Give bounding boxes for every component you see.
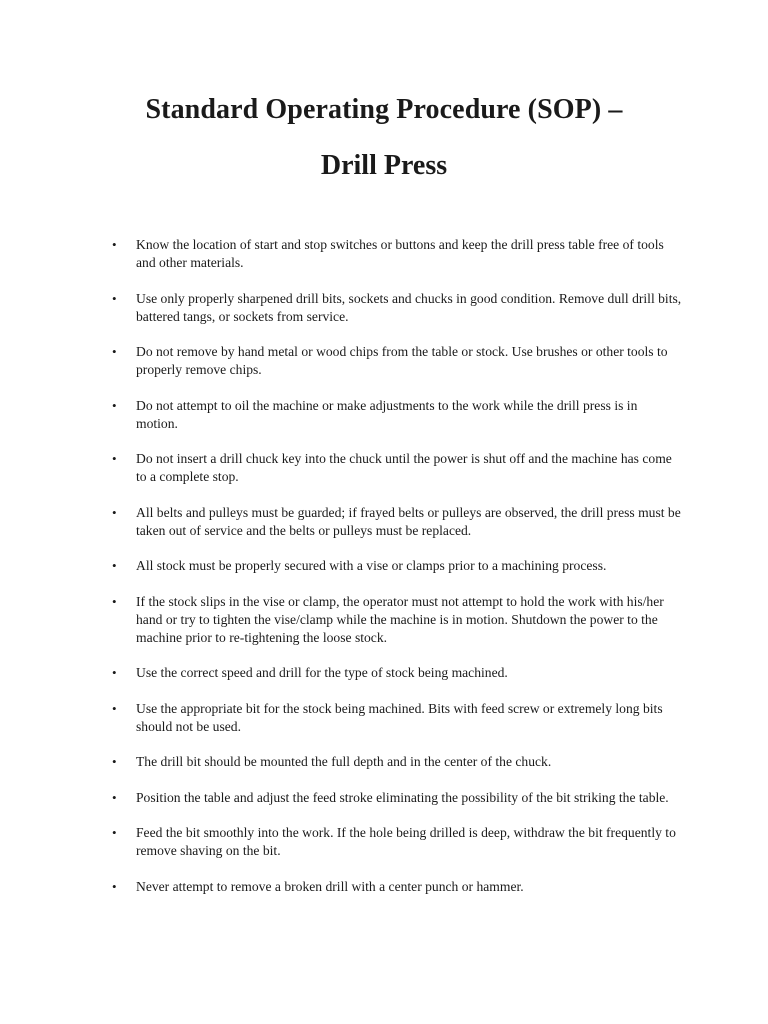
list-item xyxy=(112,290,682,326)
rule-text: Do not attempt to oil the machine or make adjustments to the work while the drill press is in motion. xyxy=(136,397,638,431)
list-item xyxy=(112,504,682,540)
list-item xyxy=(112,593,682,647)
rule-text: Do not insert a drill chuck key into the chuck until the power is shut off and the machine has come to a complete stop. xyxy=(136,451,672,484)
rule-text: Never attempt to remove a broken drill with a center punch or hammer. xyxy=(136,878,524,894)
bullet-icon: • xyxy=(112,397,117,413)
list-item xyxy=(112,878,682,896)
bullet-icon: • xyxy=(112,504,117,520)
list-item xyxy=(112,700,682,736)
rule-text: Use the correct speed and drill for the type of stock being machined. xyxy=(136,665,508,680)
list-item xyxy=(112,664,682,682)
bullet-icon: • xyxy=(112,789,117,805)
bullet-icon: • xyxy=(112,754,117,769)
bullet-icon: • xyxy=(112,558,117,573)
rule-text: The drill bit should be mounted the full depth and in the center of the chuck. xyxy=(136,754,552,769)
bullet-icon: • xyxy=(112,700,117,716)
bullet-icon: • xyxy=(112,878,117,894)
rule-text: Use only properly sharpened drill bits, sockets and chucks in good condition. Remove dull drill bits, battered tangs, or sockets from service. xyxy=(136,290,682,324)
list-item xyxy=(112,789,682,807)
list-item xyxy=(112,236,682,272)
list-item xyxy=(112,450,682,486)
list-item xyxy=(112,397,682,433)
list-item xyxy=(112,824,682,860)
rule-text: Do not remove by hand metal or wood chips from the table or stock. Use brushes or other tools to properly remove chips. xyxy=(136,344,668,377)
rules-list xyxy=(112,236,682,913)
list-item xyxy=(112,343,682,379)
rule-text: All stock must be properly secured with a vise or clamps prior to a machining process. xyxy=(136,558,607,573)
bullet-icon: • xyxy=(112,593,117,609)
rule-text: All belts and pulleys must be guarded; if frayed belts or pulleys are observed, the drill press must be taken out of service and the belts or pulleys must be replaced. xyxy=(136,504,681,538)
bullet-icon: • xyxy=(112,290,117,306)
bullet-icon: • xyxy=(112,237,117,252)
list-item xyxy=(112,753,682,771)
bullet-icon: • xyxy=(112,825,117,840)
rule-text: Position the table and adjust the feed stroke eliminating the possibility of the bit striking the table. xyxy=(136,789,669,805)
bullet-icon: • xyxy=(112,665,117,680)
document-title: Standard Operating Procedure (SOP) – xyxy=(145,94,623,125)
rule-text: Feed the bit smoothly into the work. If the hole being drilled is deep, withdraw the bit frequently to remove shaving on the bit. xyxy=(136,825,676,858)
document-subtitle: Drill Press xyxy=(320,150,448,181)
list-item xyxy=(112,557,682,575)
bullet-icon: • xyxy=(112,451,117,466)
rule-text: Know the location of start and stop switches or buttons and keep the drill press table free of tools and other materials. xyxy=(136,237,664,270)
rule-text: If the stock slips in the vise or clamp, the operator must not attempt to hold the work with his/her hand or try to tighten the vise/clamp while the machine is in motion. Shutdown the power to the machine prior to re-tightening the loose stock. xyxy=(136,593,664,645)
bullet-icon: • xyxy=(112,344,117,359)
rule-text: Use the appropriate bit for the stock being machined. Bits with feed screw or extremely long bits should not be used. xyxy=(136,700,663,734)
